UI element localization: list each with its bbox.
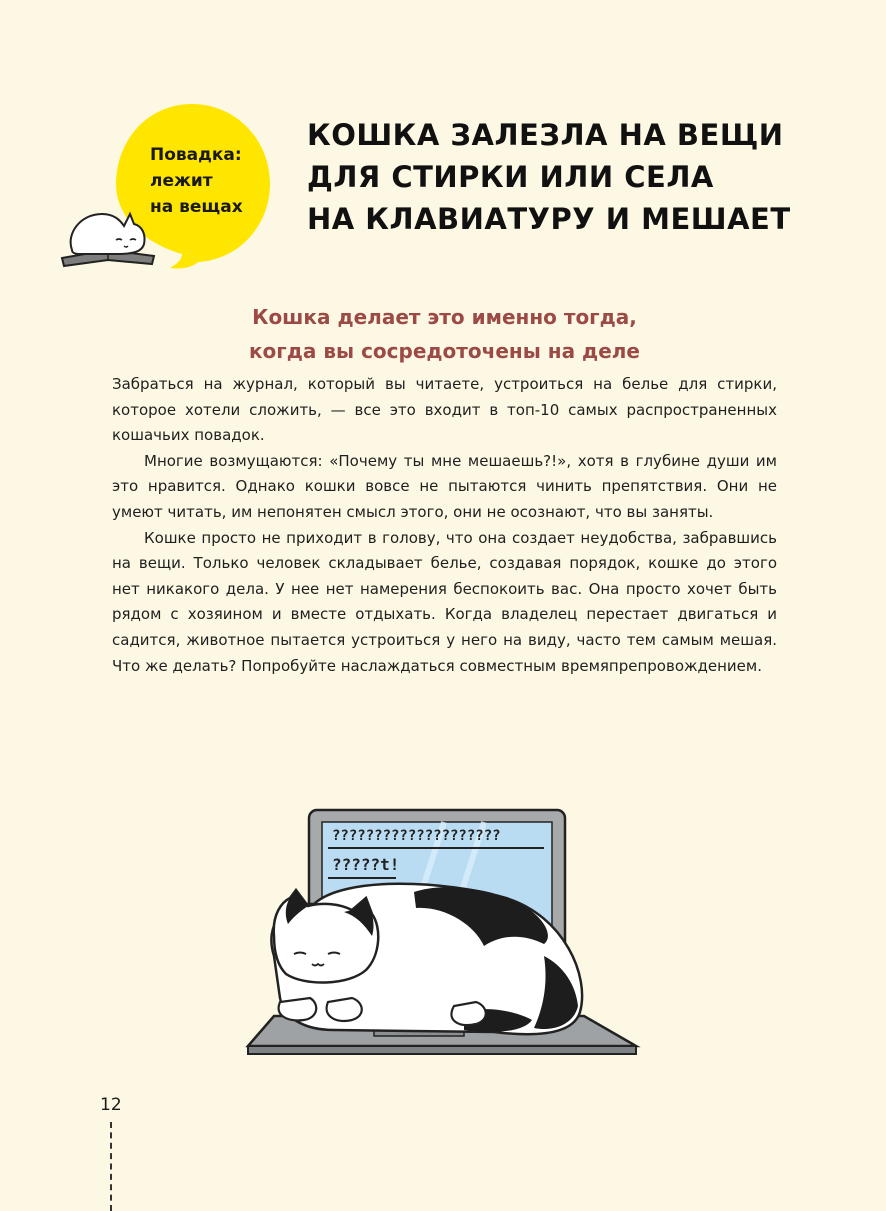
habit-badge-line: Повадка: — [150, 145, 242, 165]
subtitle-line: Кошка делает это именно тогда, — [252, 305, 637, 329]
body-paragraph: Многие возмущаются: «Почему ты мне мешаешь?!», хотя в глубине души им это нравится. Однако кошки вовсе не пытаются чинить препятствия. Они не умеют читать, им непонятен смысл этого, они не осознают, что вы заняты. — [112, 451, 777, 521]
cat-on-book-icon — [58, 200, 158, 270]
page-number: 12 — [100, 1095, 122, 1115]
subtitle-line: когда вы сосредоточены на деле — [248, 339, 640, 363]
page-title-line: КОШКА ЗАЛЕЗЛА НА ВЕЩИ — [307, 118, 784, 152]
subtitle — [112, 300, 777, 368]
page-title — [307, 114, 867, 240]
margin-dashed-line — [110, 1122, 112, 1211]
habit-badge-line: лежит — [150, 171, 213, 191]
body-paragraph: Забраться на журнал, который вы читаете, устроиться на белье для стирки, которое хотели сложить, — все это входит в топ-10 самых распространенных кошачьих повадок. — [112, 375, 777, 445]
page-title-line: НА КЛАВИАТУРУ И МЕШАЕТ — [307, 202, 791, 236]
laptop-screen-text: ?????t! — [332, 855, 400, 874]
habit-badge-label — [150, 142, 260, 220]
cat-on-laptop-illustration — [244, 806, 644, 1061]
laptop-screen-text: ???????????????????? — [332, 828, 501, 844]
habit-badge-line: на вещах — [150, 197, 243, 217]
page-title-line: ДЛЯ СТИРКИ ИЛИ СЕЛА — [307, 160, 714, 194]
body-text — [112, 372, 777, 679]
body-paragraph: Кошке просто не приходит в голову, что она создает неудобства, забравшись на вещи. Только человек складывает белье, создавая порядок, кошке до этого нет никакого дела. У нее нет намерения беспокоить вас. Она просто хочет быть рядом с хозяином и вместе отдыхать. Когда владелец перестает двигаться и садится, животное пытается устроиться у него на виду, часто тем самым мешая. Что же делать? Попробуйте наслаждаться совместным времяпрепровождением. — [112, 528, 777, 675]
